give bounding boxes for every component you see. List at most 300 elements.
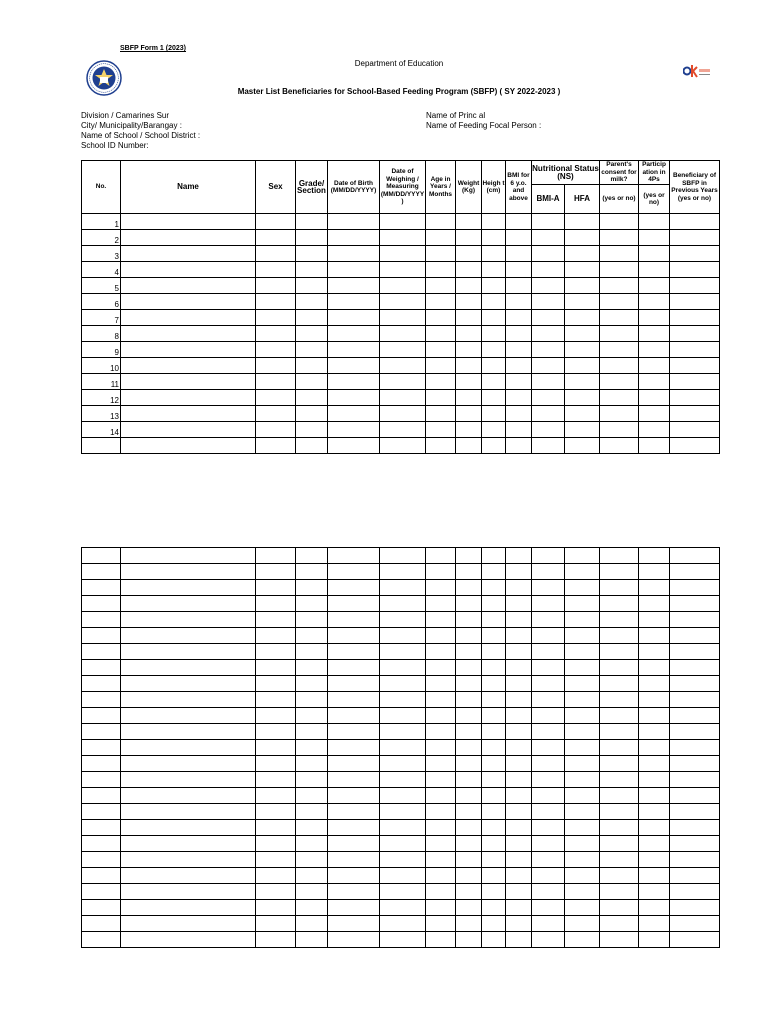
table-cell[interactable] [82, 596, 121, 612]
table-cell[interactable] [296, 374, 328, 390]
table-cell[interactable] [296, 214, 328, 230]
table-cell[interactable] [121, 884, 256, 900]
table-cell[interactable] [456, 692, 482, 708]
table-cell[interactable] [426, 676, 456, 692]
table-cell[interactable] [256, 358, 296, 374]
table-cell[interactable] [482, 548, 506, 564]
table-cell[interactable] [532, 374, 565, 390]
table-cell[interactable] [482, 724, 506, 740]
table-cell[interactable] [380, 660, 426, 676]
table-cell[interactable] [565, 708, 600, 724]
table-cell[interactable] [328, 342, 380, 358]
table-cell[interactable] [482, 230, 506, 246]
table-cell[interactable] [121, 708, 256, 724]
table-cell[interactable] [380, 836, 426, 852]
table-cell[interactable] [482, 214, 506, 230]
table-cell[interactable] [506, 374, 532, 390]
table-cell[interactable] [482, 708, 506, 724]
table-cell[interactable] [256, 724, 296, 740]
table-cell[interactable] [328, 406, 380, 422]
table-cell[interactable] [328, 900, 380, 916]
table-cell[interactable] [296, 852, 328, 868]
table-cell[interactable] [256, 278, 296, 294]
table-cell[interactable] [600, 868, 639, 884]
table-cell[interactable] [82, 564, 121, 580]
table-cell[interactable] [456, 724, 482, 740]
table-cell[interactable] [506, 612, 532, 628]
table-cell[interactable] [565, 756, 600, 772]
table-cell[interactable] [426, 820, 456, 836]
table-cell[interactable] [639, 278, 670, 294]
table-cell[interactable] [296, 246, 328, 262]
table-cell[interactable] [296, 580, 328, 596]
table-cell[interactable] [639, 246, 670, 262]
table-cell[interactable] [426, 932, 456, 948]
table-cell[interactable] [380, 756, 426, 772]
table-cell[interactable] [380, 900, 426, 916]
table-cell[interactable] [296, 708, 328, 724]
table-cell[interactable] [256, 676, 296, 692]
table-cell[interactable] [639, 406, 670, 422]
table-cell[interactable] [256, 262, 296, 278]
table-cell[interactable] [565, 884, 600, 900]
table-cell[interactable] [380, 884, 426, 900]
table-cell[interactable] [565, 660, 600, 676]
table-cell[interactable] [639, 596, 670, 612]
table-cell[interactable] [600, 788, 639, 804]
table-cell[interactable] [565, 916, 600, 932]
table-cell[interactable] [296, 788, 328, 804]
table-cell[interactable] [600, 548, 639, 564]
table-cell[interactable] [426, 660, 456, 676]
table-cell[interactable] [296, 230, 328, 246]
table-cell[interactable] [532, 628, 565, 644]
table-cell[interactable] [456, 358, 482, 374]
table-cell[interactable] [532, 230, 565, 246]
table-cell[interactable] [506, 916, 532, 932]
table-cell[interactable] [121, 612, 256, 628]
table-cell[interactable] [532, 772, 565, 788]
table-cell[interactable] [639, 932, 670, 948]
table-cell[interactable] [670, 804, 720, 820]
table-cell[interactable] [532, 406, 565, 422]
table-cell[interactable] [565, 246, 600, 262]
table-cell[interactable] [456, 804, 482, 820]
table-cell[interactable] [639, 342, 670, 358]
table-cell[interactable] [639, 644, 670, 660]
table-cell[interactable] [532, 262, 565, 278]
table-cell[interactable] [296, 868, 328, 884]
table-cell[interactable] [426, 724, 456, 740]
table-cell[interactable] [506, 788, 532, 804]
table-cell[interactable] [565, 804, 600, 820]
table-cell[interactable] [600, 342, 639, 358]
table-cell[interactable] [256, 932, 296, 948]
table-cell[interactable] [482, 564, 506, 580]
table-cell[interactable] [670, 820, 720, 836]
table-cell[interactable] [532, 310, 565, 326]
table-cell[interactable] [482, 358, 506, 374]
table-cell[interactable] [328, 580, 380, 596]
table-cell[interactable] [639, 852, 670, 868]
table-cell[interactable] [565, 310, 600, 326]
table-cell[interactable] [256, 422, 296, 438]
table-cell[interactable] [256, 548, 296, 564]
table-cell[interactable] [670, 772, 720, 788]
table-cell[interactable] [482, 692, 506, 708]
table-cell[interactable] [426, 580, 456, 596]
table-cell[interactable] [600, 612, 639, 628]
table-cell[interactable] [426, 374, 456, 390]
table-cell[interactable] [670, 692, 720, 708]
table-cell[interactable] [296, 390, 328, 406]
table-cell[interactable] [506, 772, 532, 788]
table-cell[interactable] [600, 708, 639, 724]
table-cell[interactable] [121, 246, 256, 262]
table-cell[interactable] [296, 820, 328, 836]
table-cell[interactable] [426, 294, 456, 310]
table-cell[interactable] [380, 612, 426, 628]
table-cell[interactable] [456, 836, 482, 852]
table-cell[interactable] [600, 374, 639, 390]
table-cell[interactable] [639, 358, 670, 374]
table-cell[interactable] [639, 374, 670, 390]
table-cell[interactable] [426, 868, 456, 884]
table-cell[interactable] [296, 342, 328, 358]
table-cell[interactable] [328, 788, 380, 804]
table-cell[interactable] [426, 836, 456, 852]
table-cell[interactable] [639, 230, 670, 246]
table-cell[interactable] [456, 660, 482, 676]
table-cell[interactable] [426, 358, 456, 374]
table-cell[interactable] [670, 676, 720, 692]
table-cell[interactable] [456, 422, 482, 438]
table-cell[interactable] [121, 214, 256, 230]
table-cell[interactable] [670, 214, 720, 230]
table-cell[interactable] [328, 868, 380, 884]
table-cell[interactable] [506, 548, 532, 564]
table-cell[interactable] [600, 692, 639, 708]
table-cell[interactable] [380, 246, 426, 262]
table-cell[interactable] [380, 708, 426, 724]
table-cell[interactable] [256, 390, 296, 406]
table-cell[interactable] [426, 438, 456, 454]
table-cell[interactable] [380, 374, 426, 390]
table-cell[interactable] [565, 358, 600, 374]
table-cell[interactable] [482, 326, 506, 342]
table-cell[interactable] [296, 612, 328, 628]
table-cell[interactable] [426, 214, 456, 230]
table-cell[interactable] [670, 390, 720, 406]
table-cell[interactable] [639, 820, 670, 836]
table-cell[interactable] [565, 548, 600, 564]
table-cell[interactable] [506, 262, 532, 278]
table-cell[interactable] [532, 358, 565, 374]
table-cell[interactable] [121, 836, 256, 852]
table-cell[interactable] [532, 660, 565, 676]
table-cell[interactable] [639, 262, 670, 278]
table-cell[interactable] [506, 564, 532, 580]
table-cell[interactable] [456, 596, 482, 612]
table-cell[interactable] [426, 390, 456, 406]
table-cell[interactable] [670, 724, 720, 740]
table-cell[interactable] [482, 932, 506, 948]
table-cell[interactable] [482, 916, 506, 932]
table-cell[interactable] [670, 230, 720, 246]
table-cell[interactable] [532, 644, 565, 660]
table-cell[interactable] [506, 278, 532, 294]
table-cell[interactable] [296, 644, 328, 660]
table-cell[interactable] [600, 820, 639, 836]
table-cell[interactable] [456, 644, 482, 660]
table-cell[interactable] [565, 374, 600, 390]
table-cell[interactable] [380, 628, 426, 644]
table-cell[interactable] [565, 644, 600, 660]
table-cell[interactable] [426, 692, 456, 708]
table-cell[interactable] [639, 660, 670, 676]
table-cell[interactable] [380, 214, 426, 230]
table-cell[interactable] [380, 772, 426, 788]
table-cell[interactable] [506, 580, 532, 596]
table-cell[interactable] [456, 612, 482, 628]
table-cell[interactable] [82, 740, 121, 756]
table-cell[interactable] [565, 326, 600, 342]
table-cell[interactable] [532, 756, 565, 772]
table-cell[interactable] [639, 422, 670, 438]
table-cell[interactable] [380, 326, 426, 342]
table-cell[interactable] [256, 836, 296, 852]
table-cell[interactable] [565, 230, 600, 246]
table-cell[interactable] [426, 740, 456, 756]
table-cell[interactable] [600, 438, 639, 454]
table-cell[interactable] [380, 740, 426, 756]
table-cell[interactable] [456, 406, 482, 422]
table-cell[interactable] [296, 724, 328, 740]
table-cell[interactable] [121, 724, 256, 740]
table-cell[interactable] [639, 390, 670, 406]
table-cell[interactable] [506, 852, 532, 868]
table-cell[interactable] [256, 900, 296, 916]
table-cell[interactable] [482, 740, 506, 756]
table-cell[interactable] [482, 596, 506, 612]
table-cell[interactable] [82, 724, 121, 740]
table-cell[interactable] [482, 612, 506, 628]
table-cell[interactable] [121, 580, 256, 596]
table-cell[interactable] [256, 628, 296, 644]
table-cell[interactable] [506, 868, 532, 884]
table-cell[interactable] [532, 916, 565, 932]
table-cell[interactable] [328, 612, 380, 628]
table-cell[interactable] [256, 438, 296, 454]
table-cell[interactable] [506, 932, 532, 948]
table-cell[interactable] [121, 820, 256, 836]
table-cell[interactable] [256, 708, 296, 724]
table-cell[interactable] [482, 852, 506, 868]
table-cell[interactable] [82, 612, 121, 628]
table-cell[interactable] [600, 884, 639, 900]
table-cell[interactable] [456, 884, 482, 900]
table-cell[interactable] [328, 916, 380, 932]
table-cell[interactable] [506, 692, 532, 708]
table-cell[interactable] [456, 214, 482, 230]
table-cell[interactable] [456, 708, 482, 724]
table-cell[interactable] [482, 278, 506, 294]
table-cell[interactable] [565, 564, 600, 580]
table-cell[interactable] [380, 724, 426, 740]
table-cell[interactable] [121, 278, 256, 294]
table-cell[interactable] [328, 246, 380, 262]
table-cell[interactable] [380, 390, 426, 406]
table-cell[interactable] [380, 358, 426, 374]
table-cell[interactable] [639, 868, 670, 884]
table-cell[interactable] [532, 580, 565, 596]
table-cell[interactable] [532, 422, 565, 438]
table-cell[interactable] [380, 932, 426, 948]
table-cell[interactable] [482, 342, 506, 358]
table-cell[interactable] [380, 262, 426, 278]
table-cell[interactable] [82, 772, 121, 788]
table-cell[interactable] [82, 916, 121, 932]
table-cell[interactable] [328, 708, 380, 724]
table-cell[interactable] [532, 246, 565, 262]
table-cell[interactable] [506, 326, 532, 342]
table-cell[interactable] [565, 262, 600, 278]
table-cell[interactable] [82, 644, 121, 660]
table-cell[interactable] [380, 868, 426, 884]
table-cell[interactable] [328, 374, 380, 390]
table-cell[interactable] [532, 548, 565, 564]
table-cell[interactable] [121, 804, 256, 820]
table-cell[interactable] [82, 580, 121, 596]
table-cell[interactable] [380, 916, 426, 932]
table-cell[interactable] [328, 884, 380, 900]
table-cell[interactable] [565, 214, 600, 230]
table-cell[interactable] [456, 230, 482, 246]
table-cell[interactable] [600, 804, 639, 820]
table-cell[interactable] [639, 772, 670, 788]
table-cell[interactable] [256, 868, 296, 884]
table-cell[interactable] [600, 422, 639, 438]
table-cell[interactable] [296, 358, 328, 374]
table-cell[interactable] [121, 932, 256, 948]
table-cell[interactable] [256, 580, 296, 596]
table-cell[interactable] [82, 868, 121, 884]
table-cell[interactable] [670, 422, 720, 438]
table-cell[interactable] [670, 612, 720, 628]
table-cell[interactable] [506, 230, 532, 246]
table-cell[interactable] [426, 644, 456, 660]
table-cell[interactable] [121, 422, 256, 438]
table-cell[interactable] [600, 756, 639, 772]
table-cell[interactable] [426, 884, 456, 900]
table-cell[interactable] [426, 756, 456, 772]
table-cell[interactable] [600, 660, 639, 676]
table-cell[interactable] [639, 708, 670, 724]
table-cell[interactable] [426, 406, 456, 422]
table-cell[interactable] [296, 438, 328, 454]
table-cell[interactable] [328, 644, 380, 660]
table-cell[interactable] [121, 326, 256, 342]
table-cell[interactable] [506, 406, 532, 422]
table-cell[interactable] [670, 278, 720, 294]
table-cell[interactable] [600, 724, 639, 740]
table-cell[interactable] [82, 708, 121, 724]
table-cell[interactable] [456, 548, 482, 564]
table-cell[interactable] [639, 676, 670, 692]
table-cell[interactable] [256, 916, 296, 932]
table-cell[interactable] [426, 628, 456, 644]
table-cell[interactable] [328, 326, 380, 342]
table-cell[interactable] [482, 900, 506, 916]
table-cell[interactable] [506, 900, 532, 916]
table-cell[interactable] [506, 358, 532, 374]
table-cell[interactable] [456, 326, 482, 342]
table-cell[interactable] [506, 820, 532, 836]
table-cell[interactable] [670, 916, 720, 932]
table-cell[interactable] [82, 548, 121, 564]
table-cell[interactable] [600, 740, 639, 756]
table-cell[interactable] [506, 246, 532, 262]
table-cell[interactable] [565, 278, 600, 294]
table-cell[interactable] [456, 564, 482, 580]
table-cell[interactable] [256, 852, 296, 868]
table-cell[interactable] [600, 772, 639, 788]
table-cell[interactable] [506, 884, 532, 900]
table-cell[interactable] [82, 628, 121, 644]
table-cell[interactable] [670, 852, 720, 868]
table-cell[interactable] [456, 262, 482, 278]
table-cell[interactable] [256, 596, 296, 612]
table-cell[interactable] [600, 628, 639, 644]
table-cell[interactable] [121, 548, 256, 564]
table-cell[interactable] [328, 660, 380, 676]
table-cell[interactable] [380, 278, 426, 294]
table-cell[interactable] [456, 788, 482, 804]
table-cell[interactable] [670, 836, 720, 852]
table-cell[interactable] [532, 390, 565, 406]
table-cell[interactable] [600, 852, 639, 868]
table-cell[interactable] [639, 564, 670, 580]
table-cell[interactable] [380, 310, 426, 326]
table-cell[interactable] [639, 548, 670, 564]
table-cell[interactable] [296, 900, 328, 916]
table-cell[interactable] [565, 724, 600, 740]
table-cell[interactable] [456, 438, 482, 454]
table-cell[interactable] [456, 374, 482, 390]
table-cell[interactable] [565, 900, 600, 916]
table-cell[interactable] [82, 804, 121, 820]
table-cell[interactable] [600, 932, 639, 948]
table-cell[interactable] [328, 772, 380, 788]
table-cell[interactable] [380, 676, 426, 692]
table-cell[interactable] [532, 612, 565, 628]
table-cell[interactable] [426, 422, 456, 438]
table-cell[interactable] [328, 804, 380, 820]
table-cell[interactable] [565, 820, 600, 836]
table-cell[interactable] [670, 358, 720, 374]
table-cell[interactable] [482, 660, 506, 676]
table-cell[interactable] [426, 278, 456, 294]
table-cell[interactable] [600, 262, 639, 278]
table-cell[interactable] [328, 676, 380, 692]
table-cell[interactable] [380, 692, 426, 708]
table-cell[interactable] [506, 660, 532, 676]
table-cell[interactable] [121, 916, 256, 932]
table-cell[interactable] [670, 644, 720, 660]
table-cell[interactable] [456, 628, 482, 644]
table-cell[interactable] [670, 932, 720, 948]
table-cell[interactable] [670, 406, 720, 422]
